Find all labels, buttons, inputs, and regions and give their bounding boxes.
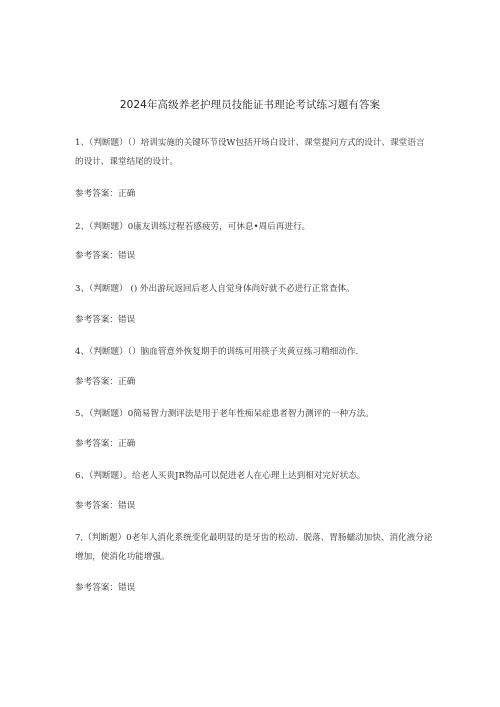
question-4: 4、（判断题）（）脑血管意外恢复期手的训练可用筷子夹黄豆练习精细动作. — [75, 347, 359, 357]
question-7: 7,（判断题）0老年人消化系统变化最明显的是牙齿的松动、脱落、胃肠蠕动加快、消化液分泌增加，使消化功能增强。 — [75, 533, 433, 562]
answer-4: 参考答案：正确 — [75, 377, 136, 387]
question-6: 6、（判断题）。给老人买贵JR物品可以促进老人在心理上达到相对完好状态。 — [75, 471, 366, 481]
document-title: 2024年高级养老护理员技能证书理论考试练习题有答案 — [119, 99, 381, 111]
question-1: 1、（判断题）（）培训实施的关键环节设W包括开场白设计、课堂提问方式的设计、课堂语言的设计、课堂结尾的设计。 — [75, 138, 425, 167]
answer-5: 参考答案：正确 — [75, 439, 136, 449]
question-2: 2、（判断题）0康友训练过程若感疲劳，可休息•周后再进行。 — [75, 222, 311, 232]
answer-6: 参考答案：错误 — [75, 501, 136, 511]
question-3: 3、（判断题） () 外出游玩返回后老人自觉身体尚好就不必进行正常查体。 — [75, 284, 355, 294]
answer-3: 参考答案：错误 — [75, 315, 136, 325]
answer-7: 参考答案：错误 — [75, 583, 136, 593]
answer-1: 参考答案：正确 — [75, 189, 136, 199]
question-5: 5、（判断题）0简易智力测评法是用于老年性痴呆症患者智力测评的一种方法。 — [75, 409, 374, 419]
answer-2: 参考答案：错误 — [75, 251, 136, 261]
